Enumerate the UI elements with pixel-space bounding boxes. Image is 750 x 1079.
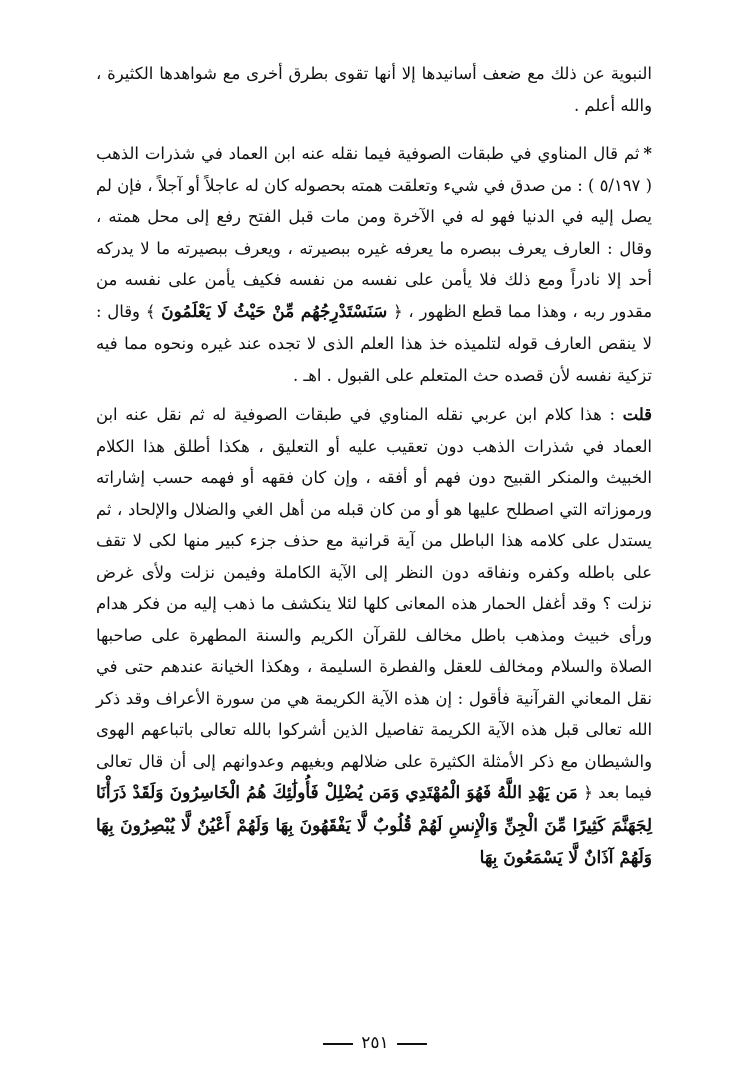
paragraph-3-text-a: : هذا كلام ابن عربي نقله المناوي في طبقات الصوفية له ثم نقل عنه ابن العماد في شذرات الذهب دون تعقيب عليه أو التعليق ، هكذا أطلق هذا الكلام الخبيث والمنكر القبيح دون فهم أو أفقه ، وإن كان فقهه أو فهمه حسب إشاراته ورموزاته التي اصطلح عليها هو أو من كان قبله من أهل الغي والضلال والإلحاد ، ثم يستدل على كلامه هذا الباطل من آية قرانية مع حذف جزء كبير منها لكى لا تقف على باطله وكفره ونفاقه دون النظر إلى الآية الكاملة وفيمن نزلت ولأى غرض نزلت ؟ وقد أغفل الحمار هذه المعانى كلها لئلا ينكشف ما ذهب إليه من فكر هدام ورأى خبيث ومذهب باطل مخالف للقرآن الكريم والسنة المطهرة على صاحبها الصلاة والسلام ومخالف للعقل والفطرة السليمة ، وهكذا الخيانة عندهم حتى في نقل المعاني القرآنية فأقول : إن هذه الآية الكريمة هي من سورة الأعراف وقد ذكر الله تعالى قبل هذه الآية الكريمة تفاصيل الذين أشركوا بالله تعالى باتباعهم الهوى والشيطان مع ذكر الأمثلة الكثيرة على ضلالهم وبغيهم وعدوانهم إلى أن قال تعالى فيما بعد bbox=[96, 405, 652, 802]
paragraph-2 bbox=[96, 138, 652, 391]
folio-dash-right bbox=[397, 1043, 427, 1045]
paragraph-1-text: النبوية عن ذلك مع ضعف أسانيدها إلا أنها تقوى بطرق أخرى مع شواهدها الكثيرة ، والله أعلم . bbox=[96, 64, 652, 115]
paragraph-2-text-a: ثم قال المناوي في طبقات الصوفية فيما نقله عنه ابن العماد في شذرات الذهب ( ٥/١٩٧ ) : من صدق في شيء وتعلقت همته بحصوله كان له عاجلاً أو آجلاً ، فإن لم يصل إليه في الدنيا فهو له في الآخرة ومن مات قبل الفتح رفع إلى محل همته ، وقال : العارف يعرف ببصره ما يعرفه غيره ببصيرته ، ويعرف ببصيرته ما لا يدركه أحد إلا نادراً ومع ذلك فلا يأمن على نفسه من نفسه فكيف يأمن على نفسه من مقدور ربه ، وهذا مما قطع الظهور ، bbox=[96, 144, 653, 321]
quran-bracket-open: ﴿ bbox=[393, 301, 403, 321]
page-number: ٢٥١ bbox=[361, 1033, 389, 1053]
paragraph-1 bbox=[96, 58, 652, 121]
paragraph-3 bbox=[96, 399, 652, 875]
qult-label: قلت bbox=[622, 405, 652, 424]
page-body bbox=[96, 58, 652, 875]
page-number-footer bbox=[0, 1033, 750, 1053]
folio-dash-left bbox=[323, 1043, 353, 1045]
quran-verse-2: مَن يَهْدِ اللَّهُ فَهُوَ الْمُهْتَدِي وَمَن يُضْلِلْ فَأُولَٰئِكَ هُمُ الْخَاسِرُونَ وَلَقَدْ ذَرَأْنَا لِجَهَنَّمَ كَثِيرًا مِّنَ الْجِنِّ وَالْإِنسِ لَهُمْ قُلُوبٌ لَّا يَفْقَهُونَ بِهَا وَلَهُمْ أَعْيُنٌ لَّا يُبْصِرُونَ بِهَا وَلَهُمْ آذَانٌ لَّا يَسْمَعُونَ بِهَا bbox=[96, 783, 652, 868]
asterisk-marker: * bbox=[643, 144, 652, 163]
paragraph-2-text-b: وقال : لا ينقص العارف قوله لتلميذه خذ هذا العلم الذى لا تجده عند غيره ونحوه مما فيه تزكية نفسه لأن قصده حث المتعلم على القبول . اهـ . bbox=[96, 301, 652, 385]
quran-verse-1: سَنَسْتَدْرِجُهُم مِّنْ حَيْثُ لَا يَعْلَمُونَ bbox=[161, 301, 388, 322]
quran-bracket-close: ﴾ bbox=[145, 301, 156, 321]
quran-bracket-open-2: ﴿ bbox=[583, 783, 593, 802]
